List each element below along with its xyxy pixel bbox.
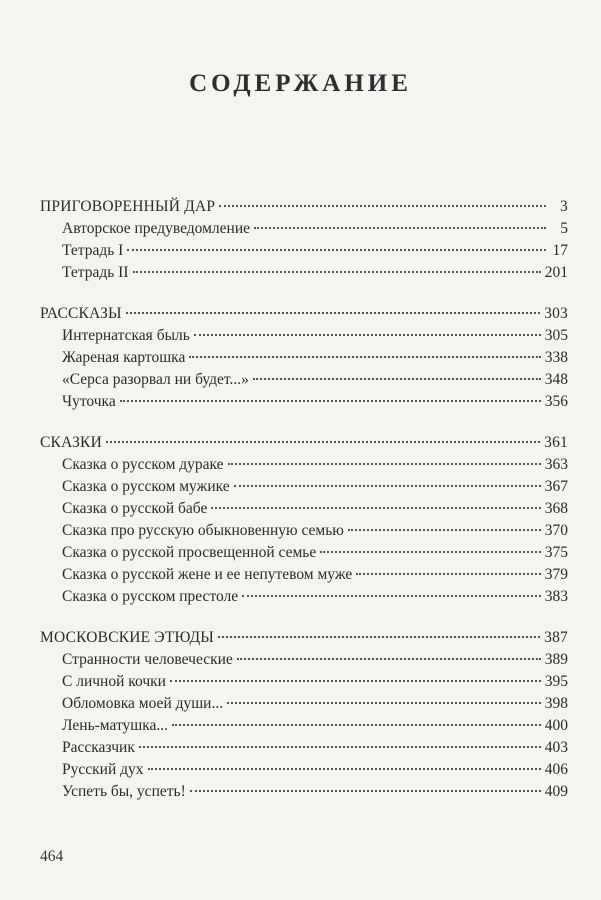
dot-leader	[228, 463, 541, 465]
toc-entry	[40, 520, 568, 542]
dot-leader	[219, 205, 546, 207]
toc-entry-label: Рассказчик	[62, 739, 135, 756]
toc-entry	[40, 325, 568, 347]
toc-section-title: СКАЗКИ	[40, 434, 102, 451]
toc-entry-label: Странности человеческие	[62, 651, 233, 668]
toc-entry	[40, 498, 568, 520]
toc-page-number: 356	[544, 393, 568, 410]
toc-entry-label: С личной кочки	[62, 673, 166, 690]
toc-page-number: 5	[560, 220, 568, 237]
toc-entry-label: «Серса разорвал ни будет...»	[62, 371, 249, 388]
dot-leader	[127, 249, 546, 251]
toc-entry	[40, 391, 568, 413]
dot-leader	[148, 768, 541, 770]
toc-page-number: 303	[544, 305, 568, 322]
toc-entry	[40, 671, 568, 693]
toc-page-number: 348	[544, 371, 568, 388]
toc-entry	[40, 262, 568, 284]
toc-page-number: 375	[544, 544, 568, 561]
toc-entry-label: Чуточка	[62, 393, 116, 410]
toc-entry-label: Обломовка моей души...	[62, 695, 224, 712]
dot-leader	[133, 271, 541, 273]
dot-leader	[126, 312, 540, 314]
dot-leader	[190, 790, 541, 792]
toc-entry-label: Русский дух	[62, 761, 144, 778]
toc-section-heading	[40, 432, 568, 454]
toc-page-number: 367	[544, 478, 568, 495]
toc-entry	[40, 454, 568, 476]
toc-entry-label: Лень-матушка...	[62, 717, 169, 734]
dot-leader	[348, 529, 541, 531]
dot-leader	[237, 658, 541, 660]
toc-page-number: 338	[544, 349, 568, 366]
toc-page-number: 403	[544, 739, 568, 756]
toc-entry-label: Сказка про русскую обыкновенную семью	[62, 522, 344, 539]
toc-page-number: 389	[544, 651, 568, 668]
toc-section	[40, 627, 568, 803]
dot-leader	[189, 356, 540, 358]
toc-page-number: 361	[544, 434, 568, 451]
toc-page-number: 363	[544, 456, 568, 473]
toc-entry	[40, 586, 568, 608]
toc-entry-label: Сказка о русской бабе	[62, 500, 208, 517]
toc-section	[40, 196, 568, 284]
toc-entry	[40, 649, 568, 671]
dot-leader	[172, 724, 541, 726]
toc-page-number: 395	[544, 673, 568, 690]
dot-leader	[234, 485, 541, 487]
toc-entry-label: Сказка о русской просвещенной семье	[62, 544, 317, 561]
toc-entry-label: Сказка о русской жене и ее непутевом муже	[62, 566, 353, 583]
table-of-contents	[40, 196, 568, 822]
toc-section-heading	[40, 196, 568, 218]
toc-entry-label: Жареная картошка	[62, 349, 186, 366]
toc-entry-label: Авторское предуведомление	[62, 220, 251, 237]
toc-page-number: 387	[544, 629, 568, 646]
dot-leader	[106, 441, 540, 443]
toc-entry	[40, 737, 568, 759]
toc-page-number: 3	[560, 198, 568, 215]
toc-page-number: 201	[544, 264, 568, 281]
toc-page-number: 398	[544, 695, 568, 712]
toc-entry	[40, 542, 568, 564]
page-number-footer: 464	[40, 848, 64, 865]
toc-entry	[40, 759, 568, 781]
toc-page-number: 370	[544, 522, 568, 539]
toc-section-heading	[40, 303, 568, 325]
dot-leader	[170, 680, 541, 682]
toc-page-number: 379	[544, 566, 568, 583]
toc-entry	[40, 369, 568, 391]
toc-section	[40, 432, 568, 608]
dot-leader	[211, 507, 540, 509]
toc-entry	[40, 218, 568, 240]
dot-leader	[120, 400, 541, 402]
dot-leader	[218, 636, 540, 638]
toc-entry	[40, 781, 568, 803]
toc-page-number: 383	[544, 588, 568, 605]
toc-section	[40, 303, 568, 413]
toc-section-title: РАССКАЗЫ	[40, 305, 122, 322]
toc-entry	[40, 476, 568, 498]
dot-leader	[356, 573, 541, 575]
toc-section-title: ПРИГОВОРЕННЫЙ ДАР	[40, 198, 216, 215]
toc-section-heading	[40, 627, 568, 649]
toc-page-number: 409	[544, 783, 568, 800]
toc-section-title: МОСКОВСКИЕ ЭТЮДЫ	[40, 629, 214, 646]
toc-entry	[40, 240, 568, 262]
toc-entry-label: Сказка о русском престоле	[62, 588, 239, 605]
dot-leader	[320, 551, 541, 553]
dot-leader	[139, 746, 541, 748]
toc-page-number: 17	[552, 242, 568, 259]
toc-entry	[40, 347, 568, 369]
toc-entry-label: Тетрадь I	[62, 242, 124, 259]
toc-page-number: 406	[544, 761, 568, 778]
dot-leader	[242, 595, 541, 597]
dot-leader	[227, 702, 541, 704]
toc-entry-label: Сказка о русском мужике	[62, 478, 230, 495]
toc-entry	[40, 693, 568, 715]
toc-entry	[40, 715, 568, 737]
toc-entry-label: Тетрадь II	[62, 264, 129, 281]
toc-entry-label: Успеть бы, успеть!	[62, 783, 186, 800]
page-title: СОДЕРЖАНИЕ	[189, 70, 412, 97]
toc-page-number: 368	[544, 500, 568, 517]
dot-leader	[253, 378, 541, 380]
dot-leader	[194, 334, 541, 336]
toc-entry-label: Интернатская быль	[62, 327, 190, 344]
toc-entry-label: Сказка о русском дураке	[62, 456, 224, 473]
toc-entry	[40, 564, 568, 586]
toc-page-number: 305	[544, 327, 568, 344]
toc-page-number: 400	[544, 717, 568, 734]
dot-leader	[254, 227, 546, 229]
